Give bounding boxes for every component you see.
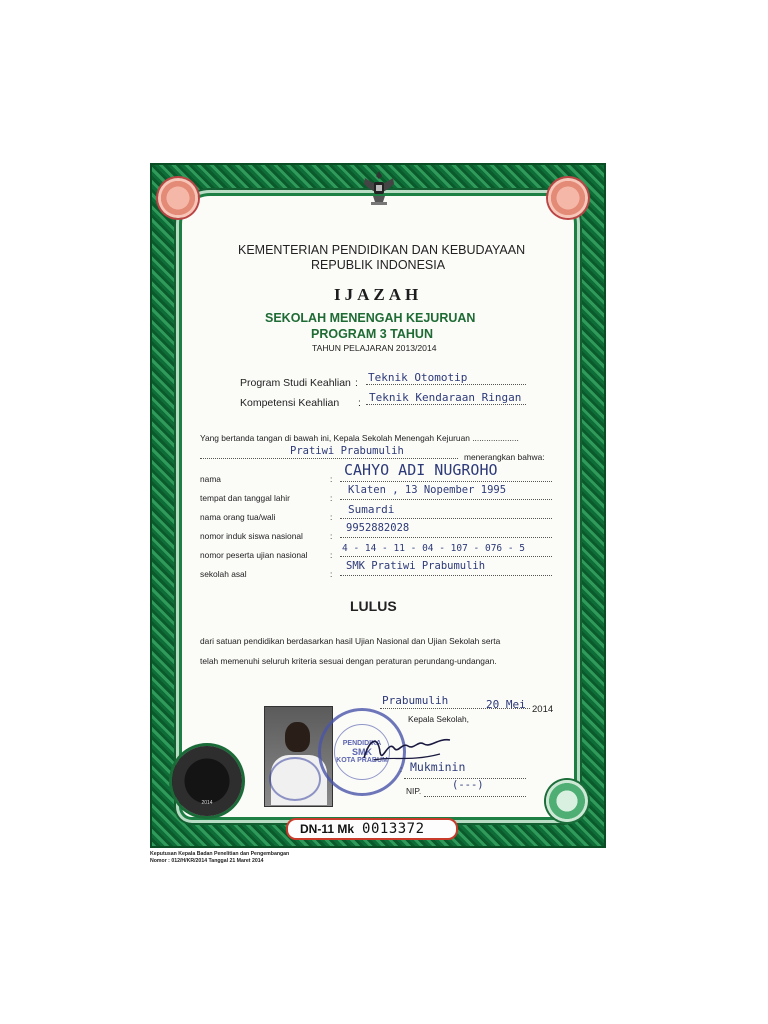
ministry-name: KEMENTERIAN PENDIDIKAN DAN KEBUDAYAAN <box>238 243 526 257</box>
dotted-line <box>340 556 552 557</box>
serial-prefix: DN-11 Mk <box>300 822 355 836</box>
program-study-label: Program Studi Keahlian <box>240 377 351 389</box>
nip-value: (---) <box>452 779 484 791</box>
garuda-emblem-icon <box>361 168 397 206</box>
dotted-line <box>366 384 526 385</box>
serial-number: 0013372 <box>362 821 425 837</box>
result-description-line1: dari satuan pendidikan berdasarkan hasil Ujian Nasional dan Ujian Sekolah serta <box>200 636 501 646</box>
nisn-value: 9952882028 <box>346 522 410 534</box>
corner-medallion-top-right <box>548 178 588 218</box>
dotted-line <box>340 499 552 500</box>
dotted-line <box>366 404 526 405</box>
signing-role: Kepala Sekolah, <box>408 714 469 724</box>
exam-number-value: 4 - 14 - 11 - 04 - 107 - 076 - 5 <box>342 543 526 554</box>
school-name-value: Pratiwi Prabumulih <box>290 445 404 457</box>
school-type-title: SEKOLAH MENENGAH KEJURUAN <box>265 311 476 325</box>
photo-stamp-overlay <box>269 757 321 801</box>
dotted-line <box>340 537 552 538</box>
dotted-line <box>340 518 552 519</box>
signing-date: 20 Mei <box>486 698 526 711</box>
birth-value: Klaten , 13 Nopember 1995 <box>348 484 507 496</box>
dotted-line <box>424 796 526 797</box>
colon: : <box>330 550 333 560</box>
nip-label: NIP. <box>406 786 422 796</box>
republic-name: REPUBLIK INDONESIA <box>311 258 446 272</box>
parent-value: Sumardi <box>348 503 395 516</box>
dotted-line <box>340 575 552 576</box>
corner-medallion-top-left <box>158 178 198 218</box>
result-status: LULUS <box>350 598 397 614</box>
signing-year: 2014 <box>532 704 554 715</box>
student-name-label: nama <box>200 474 221 484</box>
stamp-text-mid: SMK <box>352 747 372 757</box>
dotted-line <box>340 481 552 482</box>
colon: : <box>330 531 333 541</box>
competency-label: Kompetensi Keahlian <box>240 397 340 409</box>
declares-text: menerangkan bahwa: <box>464 452 545 462</box>
result-description-line2: telah memenuhi seluruh kriteria sesuai dengan peraturan perundang-undangan. <box>200 656 497 666</box>
principal-name: Mukminin <box>410 760 466 774</box>
serial-number-box <box>286 818 458 840</box>
birth-label: tempat dan tanggal lahir <box>200 493 290 503</box>
colon: : <box>330 493 333 503</box>
footer-decree-line2: Nomor : 012/H/KR/2014 Tanggal 21 Maret 2014 <box>150 858 264 864</box>
colon: : <box>330 474 333 484</box>
parent-label: nama orang tua/wali <box>200 512 276 522</box>
student-name-value: CAHYO ADI NUGROHO <box>344 461 498 479</box>
colon: : <box>330 512 333 522</box>
dotted-line <box>200 458 458 459</box>
certificate-title: IJAZAH <box>334 285 423 304</box>
stamp-text-bottom: KOTA PRABUM <box>336 757 388 764</box>
colon: : <box>355 377 358 389</box>
exam-number-label: nomor peserta ujian nasional <box>200 550 308 560</box>
origin-school-label: sekolah asal <box>200 569 247 579</box>
photo-head <box>285 722 310 752</box>
academic-year: TAHUN PELAJARAN 2013/2014 <box>312 343 437 353</box>
program-title: PROGRAM 3 TAHUN <box>311 327 433 341</box>
corner-medallion-bottom-right <box>546 780 588 822</box>
competency-value: Teknik Kendaraan Ringan <box>369 391 522 404</box>
signing-city: Prabumulih <box>382 694 449 707</box>
footer-decree-line1: Keputusan Kepala Badan Penelitian dan Pengembangan <box>150 851 290 857</box>
nisn-label: nomor induk siswa nasional <box>200 531 303 541</box>
origin-school-value: SMK Pratiwi Prabumulih <box>346 560 486 572</box>
hologram-seal <box>172 746 242 816</box>
name-prefix-colon: : <box>400 765 403 774</box>
stamp-text-top: PENDIDIKA <box>342 740 382 747</box>
statement-intro: Yang bertanda tangan di bawah ini, Kepala Sekolah Menengah Kejuruan .................... <box>200 433 519 443</box>
seal-year: 2014 <box>201 800 213 806</box>
colon: : <box>358 397 361 409</box>
program-study-value: Teknik Otomotip <box>368 371 468 384</box>
colon: : <box>330 569 333 579</box>
